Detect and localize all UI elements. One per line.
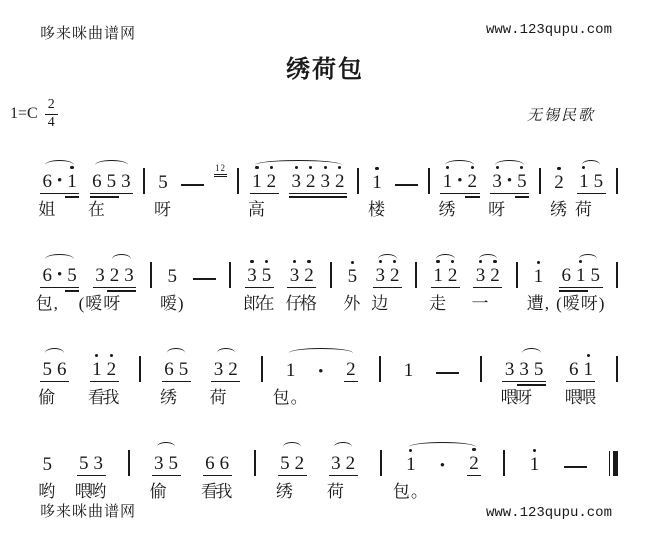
note: 3 [93,264,108,288]
final-barline [609,451,618,476]
note: 1 [285,360,296,382]
note: 2 [264,170,279,194]
note-group [203,452,232,476]
lyric-syllable: 包。 [392,482,429,502]
lyric-syllable: 看 [200,482,219,502]
note: 3 [502,358,517,382]
note: 3 [318,170,333,194]
page-header [0,0,650,43]
site-url-footer: www.123qupu.com [485,505,612,521]
lyric-syllable: 楼 [367,200,386,220]
lyric-syllable: 走 [429,294,448,314]
note-group [531,265,546,288]
lyric-syllable: 嗳) [159,294,185,314]
key-signature-row [0,84,650,130]
barline [330,262,332,288]
notation-line [40,154,618,221]
slur-arc [579,254,598,264]
notation-area [0,130,650,503]
note: 1 [574,264,589,288]
note: 3 [152,452,167,476]
key-signature [10,98,58,130]
time-numerator: 2 [45,98,58,115]
note-group [40,170,79,194]
note: 6 [40,264,55,288]
barline [539,168,541,194]
grace-note: 12 [214,164,227,177]
lyric-syllable: 喂 [500,388,519,408]
barline [379,356,381,382]
note: 1 [527,453,542,476]
note-group [344,358,359,382]
note-group [490,170,529,194]
slur-arc [522,348,541,358]
note: 6 [566,358,581,382]
note: 3 [373,264,388,288]
lyric-syllable: 绣 [159,388,178,408]
note: 2 [488,264,503,288]
note: 2 [104,358,119,382]
lyric-syllable: 遭, [526,294,550,314]
lyric-syllable: 呀 [515,388,534,408]
note-group [566,358,595,382]
notation-line [40,342,618,409]
note: 3 [329,452,344,476]
note: 3 [122,264,137,288]
slur-arc [167,348,186,358]
barline [415,262,417,288]
slur-arc [289,348,353,358]
barline [616,168,618,194]
note-group [90,358,119,382]
lyric-syllable: 边 [371,294,390,314]
note: 6 [217,452,232,476]
final-barline-thin [609,451,611,476]
slur-arc [95,160,128,170]
song-title: 绣荷包 [286,55,364,83]
note: 6 [90,170,105,194]
note-group [283,359,298,382]
lyric-syllable: 我 [215,482,234,502]
slur-arc [217,348,236,358]
note: 1 [65,170,80,194]
note-group [40,264,79,288]
barline [480,356,482,382]
barline [380,450,382,476]
lyric-syllable: 我 [102,388,121,408]
slur-arc [479,254,498,264]
note: 6 [559,264,574,288]
note-group [152,452,181,476]
notation-line [35,248,618,315]
song-source: 无锡民歌 [526,107,595,124]
slur-arc [45,160,74,170]
lyric-syllable: 格 [299,294,318,314]
note: 3 [289,170,304,194]
note: 5 [166,452,181,476]
lyric-syllable: (嗳呀) [556,294,606,314]
note: 2 [467,452,482,476]
lyric-syllable: 外 [343,294,362,314]
lyric-syllable: 哟 [38,482,57,502]
lyric-syllable: 荷 [574,200,593,220]
lyric-syllable: 荷 [326,482,345,502]
note-group [431,264,460,288]
note-group [40,358,69,382]
notes-row [40,248,618,288]
augmentation-dot: • [55,172,65,194]
note: 1 [250,170,265,194]
note-group [278,452,307,476]
augmentation-dot: • [440,457,445,473]
note: 5 [588,264,603,288]
note: 3 [119,170,134,194]
note: 6 [162,358,177,382]
barline [139,356,141,382]
note: 1 [431,264,446,288]
note-group [245,264,274,288]
lyric-syllable: 绣 [275,482,294,502]
notes-row [40,436,618,476]
note: 3 [473,264,488,288]
note: 5 [104,170,119,194]
note-group [370,171,385,194]
note: 5 [167,266,178,288]
note: 3 [211,358,226,382]
lyric-syllable: (嗳呀 [78,294,122,314]
barline [128,450,130,476]
note-group [211,358,240,382]
note: 3 [490,170,505,194]
lyric-syllable: 呀 [154,200,173,220]
note: 3 [287,264,302,288]
barline [143,168,145,194]
note: 2 [333,170,348,194]
augmentation-dot: • [55,266,65,288]
lyric-syllable: 偷 [149,482,168,502]
key-label: 1=C [10,105,38,123]
note: 5 [158,172,168,194]
note-group [40,453,55,476]
lyric-syllable: 高 [247,200,266,220]
duration-dash [436,372,459,374]
slur-arc [334,442,353,452]
final-barline-thick [613,451,618,476]
barline [254,450,256,476]
note: 1 [370,171,385,194]
note: 1 [531,265,546,288]
slur-arc [445,160,474,170]
note: 1 [581,358,596,382]
lyric-syllable: 喂 [564,388,583,408]
lyric-syllable: 看 [87,388,106,408]
lyric-syllable: 绣 [550,200,569,220]
barline [150,262,152,288]
note: 2 [344,358,359,382]
note-group [93,264,137,288]
note-group [345,265,360,288]
augmentation-dot: • [455,172,465,194]
note-group [373,264,402,288]
lyric-syllable: 仔 [285,294,304,314]
note: 6 [203,452,218,476]
barline [516,262,518,288]
slur-arc [283,442,302,452]
note: 3 [91,452,106,476]
note-group [250,170,279,194]
note-group [473,264,502,288]
note: 5 [259,264,274,288]
note-group [329,452,358,476]
note: 5 [345,265,360,288]
lyric-syllable: 包。 [272,388,309,408]
note: 3 [245,264,260,288]
note: 5 [65,264,80,288]
note: 1 [90,358,105,382]
note: 2 [552,171,567,194]
note: 2 [302,264,317,288]
lyric-syllable: 姐 [38,200,57,220]
barline [503,450,505,476]
note: 1 [404,453,419,476]
time-denominator: 4 [47,114,55,130]
slur-arc [45,348,64,358]
note-group [287,264,316,288]
note: 1 [403,360,414,382]
note: 2 [226,358,241,382]
lyric-syllable: 呀 [488,200,507,220]
note-group [77,452,106,476]
note: 2 [465,170,480,194]
note: 6 [40,170,55,194]
note-group [577,170,606,194]
lyric-syllable: 喂 [74,482,93,502]
lyric-syllable: 绣 [438,200,457,220]
note-group [502,358,546,382]
barline [237,168,239,194]
note: 6 [55,358,70,382]
notes-row [40,342,618,382]
lyrics-row [35,288,618,315]
note: 1 [440,170,455,194]
lyrics-row [40,382,618,409]
note-group [552,171,567,194]
notes-row [40,154,618,194]
note-group [440,170,479,194]
note-group [156,171,171,194]
slur-arc [378,254,397,264]
note-group [165,265,180,288]
barline [229,262,231,288]
duration-dash [564,466,587,468]
site-name-header: 哆来咪曲谱网 [40,26,137,42]
augmentation-dot: • [504,172,514,194]
note: 2 [445,264,460,288]
barline [616,262,618,288]
note-group [467,452,482,476]
lyric-syllable: 包, [35,294,59,314]
note-group [527,453,542,476]
note: 2 [107,264,122,288]
note: 5 [77,452,92,476]
site-url-header: www.123qupu.com [485,22,612,38]
duration-dash [181,184,204,186]
note: 5 [531,358,546,382]
note-group [162,358,191,382]
note: 5 [591,170,606,194]
slur-arc [495,160,524,170]
lyric-syllable: 偷 [38,388,57,408]
lyric-syllable: 郎 [243,294,262,314]
note: 5 [40,358,55,382]
slur-arc [112,254,131,264]
note: 2 [292,452,307,476]
barline [261,356,263,382]
note: 2 [304,170,319,194]
slur-arc [582,160,601,170]
lyric-syllable: 在 [257,294,276,314]
slur-arc [409,442,476,452]
lyric-syllable: 荷 [209,388,228,408]
lyric-syllable: 一 [471,294,490,314]
note-group [401,359,416,382]
note: 2 [343,452,358,476]
note-group [289,170,347,194]
lyric-syllable: 哟 [89,482,108,502]
page-footer [40,500,612,521]
notation-line [40,436,618,503]
note-group [559,264,603,288]
note: 5 [42,454,52,476]
augmentation-dot: • [318,363,323,379]
duration-dash [193,278,216,280]
slur-arc [436,254,455,264]
note: 1 [577,170,592,194]
lyrics-row [40,194,618,221]
note: 3 [517,358,532,382]
slur-arc [45,254,74,264]
barline [428,168,430,194]
note: 5 [176,358,191,382]
time-signature [45,98,58,130]
slur-arc [255,160,342,170]
note: 5 [515,170,530,194]
lyric-syllable: 在 [87,200,106,220]
note-group [90,170,134,194]
barline [357,168,359,194]
slur-arc [157,442,176,452]
duration-dash [395,184,418,186]
lyric-syllable: 喂 [579,388,598,408]
note-group [404,453,419,476]
barline [616,356,618,382]
site-name-footer: 哆来咪曲谱网 [40,504,137,520]
note: 5 [278,452,293,476]
note: 2 [387,264,402,288]
